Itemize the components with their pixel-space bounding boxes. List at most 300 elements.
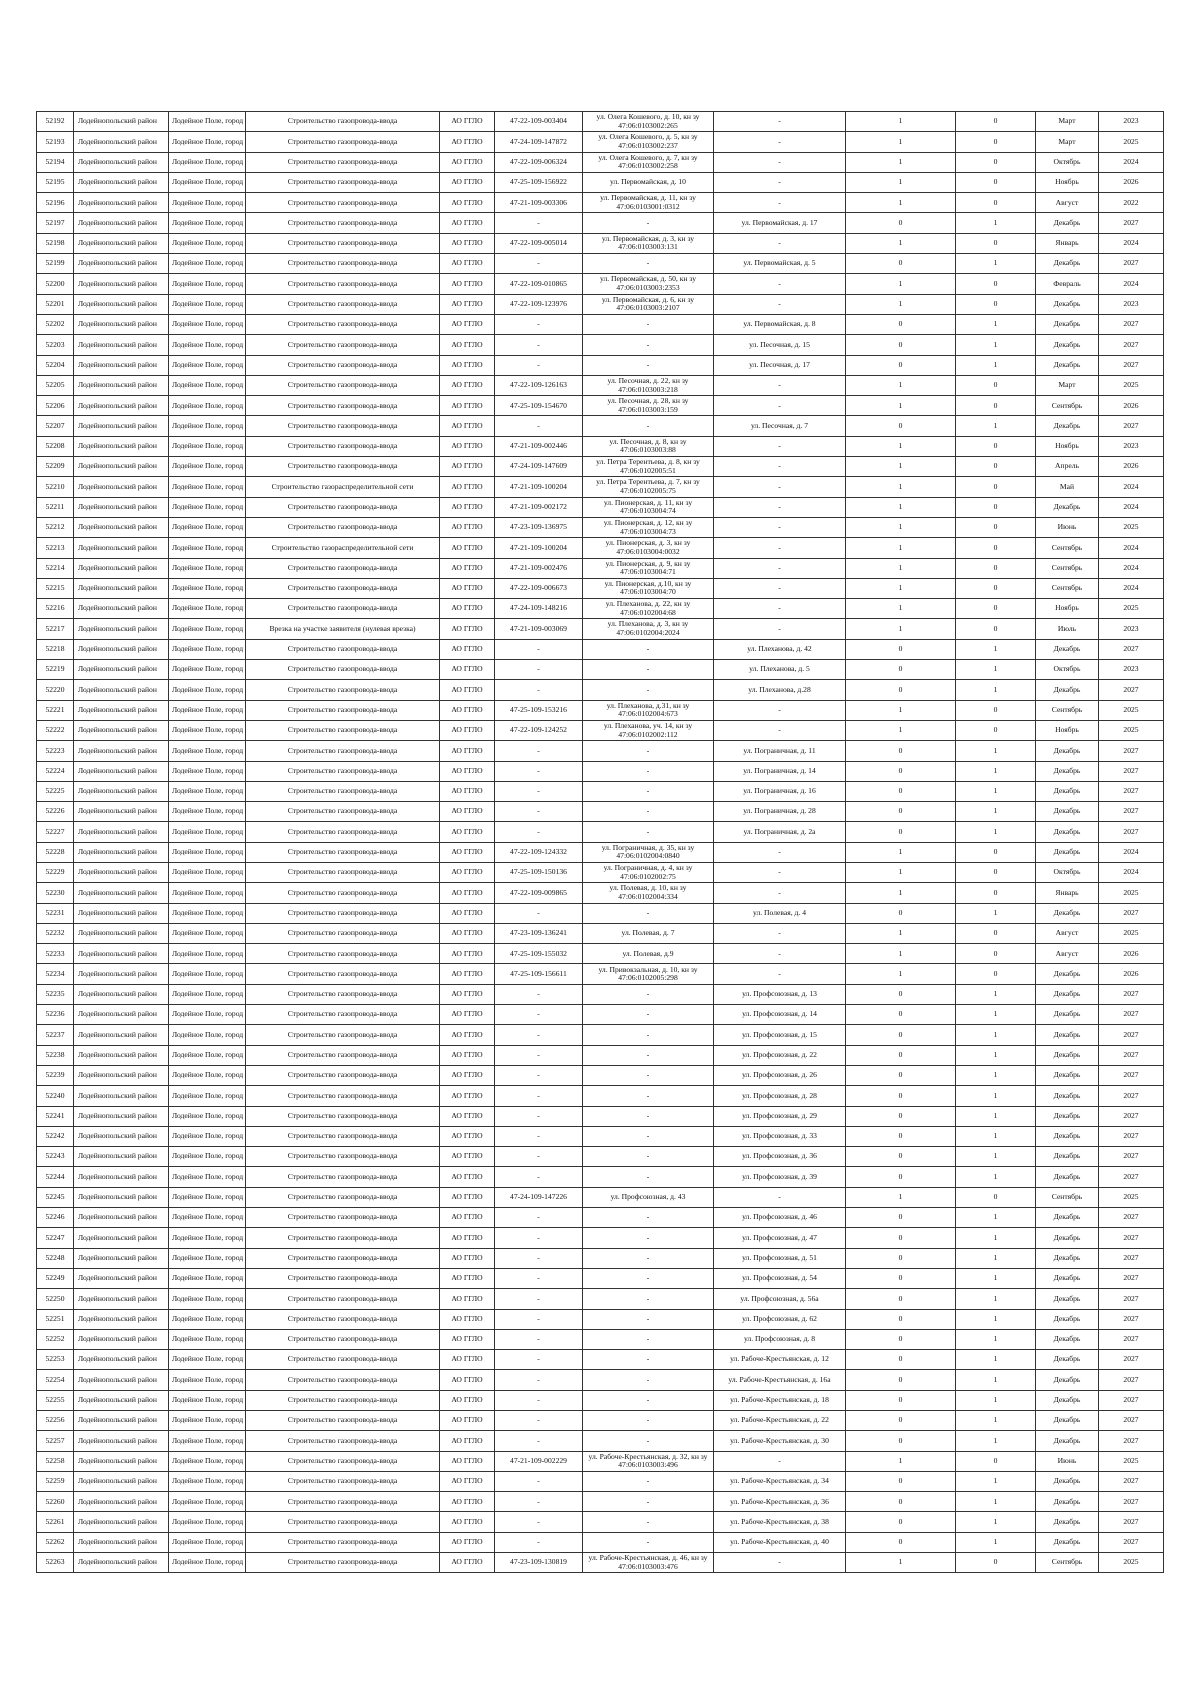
planned-count-cell: 1 bbox=[956, 1471, 1036, 1491]
table-row bbox=[37, 497, 1164, 517]
settlement-cell: Лодейное Поле, город bbox=[169, 477, 246, 497]
month-cell: Июнь bbox=[1036, 517, 1099, 537]
planned-count-cell: 0 bbox=[956, 233, 1036, 253]
planned-count-cell: 1 bbox=[956, 1431, 1036, 1451]
address-applied-cell: - bbox=[583, 1411, 714, 1431]
applied-count-cell: 0 bbox=[846, 1532, 956, 1552]
row-number-cell: 52245 bbox=[37, 1187, 74, 1207]
application-number-cell: 47-22-109-124332 bbox=[495, 842, 583, 862]
address-planned-cell: - bbox=[714, 538, 846, 558]
month-cell: Декабрь bbox=[1036, 984, 1099, 1004]
address-applied-cell: - bbox=[583, 761, 714, 781]
address-applied-cell: - bbox=[583, 984, 714, 1004]
year-cell: 2027 bbox=[1099, 1492, 1164, 1512]
application-number-cell: 47-24-109-147609 bbox=[495, 457, 583, 477]
organization-cell: АО ГГЛО bbox=[440, 355, 495, 375]
district-cell: Лодейнопольский район bbox=[74, 538, 169, 558]
gasification-schedule-table bbox=[36, 111, 1164, 1573]
application-number-cell: - bbox=[495, 1147, 583, 1167]
planned-count-cell: 0 bbox=[956, 152, 1036, 172]
table-row bbox=[37, 1309, 1164, 1329]
address-planned-cell: ул. Пограничная, д. 28 bbox=[714, 802, 846, 822]
settlement-cell: Лодейное Поле, город bbox=[169, 720, 246, 740]
district-cell: Лодейнопольский район bbox=[74, 1471, 169, 1491]
address-planned-cell: ул. Песочная, д. 17 bbox=[714, 355, 846, 375]
address-applied-cell: - bbox=[583, 1025, 714, 1045]
application-number-cell: - bbox=[495, 660, 583, 680]
applied-count-cell: 1 bbox=[846, 599, 956, 619]
row-number-cell: 52201 bbox=[37, 294, 74, 314]
address-applied-cell: ул. Первомайская, д. 6, кн зу 47:06:0103003:2107 bbox=[583, 294, 714, 314]
year-cell: 2027 bbox=[1099, 1309, 1164, 1329]
address-applied-cell: - bbox=[583, 639, 714, 659]
application-number-cell: 47-23-109-130819 bbox=[495, 1553, 583, 1573]
work-type-cell: Строительство газопровода-ввода bbox=[246, 1248, 440, 1268]
month-cell: Декабрь bbox=[1036, 1471, 1099, 1491]
address-applied-cell: - bbox=[583, 1289, 714, 1309]
table-row bbox=[37, 1005, 1164, 1025]
organization-cell: АО ГГЛО bbox=[440, 720, 495, 740]
month-cell: Декабрь bbox=[1036, 254, 1099, 274]
month-cell: Декабрь bbox=[1036, 355, 1099, 375]
year-cell: 2025 bbox=[1099, 1187, 1164, 1207]
organization-cell: АО ГГЛО bbox=[440, 1147, 495, 1167]
row-number-cell: 52233 bbox=[37, 944, 74, 964]
year-cell: 2027 bbox=[1099, 416, 1164, 436]
organization-cell: АО ГГЛО bbox=[440, 964, 495, 984]
row-number-cell: 52192 bbox=[37, 112, 74, 132]
year-cell: 2026 bbox=[1099, 944, 1164, 964]
settlement-cell: Лодейное Поле, город bbox=[169, 883, 246, 903]
settlement-cell: Лодейное Поле, город bbox=[169, 193, 246, 213]
row-number-cell: 52249 bbox=[37, 1268, 74, 1288]
work-type-cell: Строительство газопровода-ввода bbox=[246, 1228, 440, 1248]
applied-count-cell: 1 bbox=[846, 517, 956, 537]
address-applied-cell: ул. Полевая, д. 7 bbox=[583, 923, 714, 943]
year-cell: 2027 bbox=[1099, 781, 1164, 801]
applied-count-cell: 0 bbox=[846, 1126, 956, 1146]
address-planned-cell: ул. Профсоюзная, д. 39 bbox=[714, 1167, 846, 1187]
month-cell: Декабрь bbox=[1036, 1329, 1099, 1349]
year-cell: 2024 bbox=[1099, 152, 1164, 172]
month-cell: Декабрь bbox=[1036, 1268, 1099, 1288]
work-type-cell: Строительство газопровода-ввода bbox=[246, 416, 440, 436]
address-applied-cell: ул. Песочная, д. 22, кн зу 47:06:0103003:218 bbox=[583, 375, 714, 395]
row-number-cell: 52241 bbox=[37, 1106, 74, 1126]
settlement-cell: Лодейное Поле, город bbox=[169, 355, 246, 375]
year-cell: 2027 bbox=[1099, 1086, 1164, 1106]
address-planned-cell: ул. Рабоче-Крестьянская, д. 16а bbox=[714, 1370, 846, 1390]
application-number-cell: 47-23-109-136975 bbox=[495, 517, 583, 537]
year-cell: 2025 bbox=[1099, 883, 1164, 903]
address-planned-cell: - bbox=[714, 112, 846, 132]
year-cell: 2026 bbox=[1099, 457, 1164, 477]
work-type-cell: Строительство газопровода-ввода bbox=[246, 680, 440, 700]
settlement-cell: Лодейное Поле, город bbox=[169, 1289, 246, 1309]
address-planned-cell: ул. Профсоюзная, д. 28 bbox=[714, 1086, 846, 1106]
organization-cell: АО ГГЛО bbox=[440, 1187, 495, 1207]
address-planned-cell: ул. Профсоюзная, д. 36 bbox=[714, 1147, 846, 1167]
district-cell: Лодейнопольский район bbox=[74, 294, 169, 314]
address-planned-cell: ул. Профсоюзная, д. 29 bbox=[714, 1106, 846, 1126]
settlement-cell: Лодейное Поле, город bbox=[169, 1553, 246, 1573]
table-row bbox=[37, 1106, 1164, 1126]
table-row bbox=[37, 1411, 1164, 1431]
work-type-cell: Строительство газопровода-ввода bbox=[246, 1471, 440, 1491]
address-planned-cell: - bbox=[714, 619, 846, 639]
application-number-cell: 47-25-109-150136 bbox=[495, 862, 583, 882]
settlement-cell: Лодейное Поле, город bbox=[169, 517, 246, 537]
table-row bbox=[37, 1086, 1164, 1106]
work-type-cell: Строительство газопровода-ввода bbox=[246, 639, 440, 659]
settlement-cell: Лодейное Поле, город bbox=[169, 1532, 246, 1552]
year-cell: 2027 bbox=[1099, 1512, 1164, 1532]
organization-cell: АО ГГЛО bbox=[440, 517, 495, 537]
address-applied-cell: - bbox=[583, 314, 714, 334]
settlement-cell: Лодейное Поле, город bbox=[169, 233, 246, 253]
settlement-cell: Лодейное Поле, город bbox=[169, 172, 246, 192]
planned-count-cell: 0 bbox=[956, 944, 1036, 964]
table-row bbox=[37, 1268, 1164, 1288]
application-number-cell: - bbox=[495, 1512, 583, 1532]
planned-count-cell: 0 bbox=[956, 1553, 1036, 1573]
row-number-cell: 52227 bbox=[37, 822, 74, 842]
applied-count-cell: 1 bbox=[846, 700, 956, 720]
planned-count-cell: 0 bbox=[956, 193, 1036, 213]
applied-count-cell: 0 bbox=[846, 1411, 956, 1431]
address-applied-cell: ул. Петра Терентьева, д. 8, кн зу 47:06:0102005:51 bbox=[583, 457, 714, 477]
table-row bbox=[37, 1126, 1164, 1146]
organization-cell: АО ГГЛО bbox=[440, 1106, 495, 1126]
organization-cell: АО ГГЛО bbox=[440, 619, 495, 639]
row-number-cell: 52246 bbox=[37, 1208, 74, 1228]
district-cell: Лодейнопольский район bbox=[74, 172, 169, 192]
address-planned-cell: ул. Рабоче-Крестьянская, д. 38 bbox=[714, 1512, 846, 1532]
year-cell: 2027 bbox=[1099, 254, 1164, 274]
table-body bbox=[37, 112, 1164, 1573]
year-cell: 2027 bbox=[1099, 1289, 1164, 1309]
table-row bbox=[37, 599, 1164, 619]
district-cell: Лодейнопольский район bbox=[74, 375, 169, 395]
application-number-cell: 47-22-109-005014 bbox=[495, 233, 583, 253]
address-planned-cell: ул. Пограничная, д. 14 bbox=[714, 761, 846, 781]
year-cell: 2024 bbox=[1099, 578, 1164, 598]
work-type-cell: Строительство газопровода-ввода bbox=[246, 1268, 440, 1288]
settlement-cell: Лодейное Поле, город bbox=[169, 538, 246, 558]
settlement-cell: Лодейное Поле, город bbox=[169, 213, 246, 233]
address-planned-cell: - bbox=[714, 436, 846, 456]
table-row bbox=[37, 1471, 1164, 1491]
year-cell: 2027 bbox=[1099, 639, 1164, 659]
organization-cell: АО ГГЛО bbox=[440, 1329, 495, 1349]
planned-count-cell: 1 bbox=[956, 1370, 1036, 1390]
year-cell: 2025 bbox=[1099, 517, 1164, 537]
row-number-cell: 52217 bbox=[37, 619, 74, 639]
settlement-cell: Лодейное Поле, город bbox=[169, 1065, 246, 1085]
table-row bbox=[37, 944, 1164, 964]
organization-cell: АО ГГЛО bbox=[440, 761, 495, 781]
address-applied-cell: ул. Олега Кошевого, д. 10, кн зу 47:06:0103002:265 bbox=[583, 112, 714, 132]
year-cell: 2027 bbox=[1099, 1248, 1164, 1268]
application-number-cell: 47-21-109-002476 bbox=[495, 558, 583, 578]
address-applied-cell: ул. Первомайская, д. 10 bbox=[583, 172, 714, 192]
year-cell: 2027 bbox=[1099, 1532, 1164, 1552]
district-cell: Лодейнопольский район bbox=[74, 314, 169, 334]
address-planned-cell: - bbox=[714, 193, 846, 213]
address-planned-cell: - bbox=[714, 274, 846, 294]
organization-cell: АО ГГЛО bbox=[440, 558, 495, 578]
applied-count-cell: 1 bbox=[846, 396, 956, 416]
settlement-cell: Лодейное Поле, город bbox=[169, 822, 246, 842]
address-applied-cell: - bbox=[583, 1512, 714, 1532]
year-cell: 2023 bbox=[1099, 436, 1164, 456]
table-row bbox=[37, 1187, 1164, 1207]
work-type-cell: Строительство газораспределительной сети bbox=[246, 538, 440, 558]
address-applied-cell: - bbox=[583, 802, 714, 822]
table-row bbox=[37, 355, 1164, 375]
planned-count-cell: 1 bbox=[956, 984, 1036, 1004]
district-cell: Лодейнопольский район bbox=[74, 1106, 169, 1126]
application-number-cell: 47-25-109-153216 bbox=[495, 700, 583, 720]
settlement-cell: Лодейное Поле, город bbox=[169, 802, 246, 822]
row-number-cell: 52252 bbox=[37, 1329, 74, 1349]
applied-count-cell: 0 bbox=[846, 1268, 956, 1288]
work-type-cell: Строительство газопровода-ввода bbox=[246, 822, 440, 842]
district-cell: Лодейнопольский район bbox=[74, 517, 169, 537]
year-cell: 2027 bbox=[1099, 1106, 1164, 1126]
address-applied-cell: ул. Первомайская, д. 50, кн зу 47:06:0103003:2353 bbox=[583, 274, 714, 294]
address-planned-cell: ул. Пограничная, д. 11 bbox=[714, 741, 846, 761]
year-cell: 2022 bbox=[1099, 193, 1164, 213]
row-number-cell: 52202 bbox=[37, 314, 74, 334]
year-cell: 2023 bbox=[1099, 619, 1164, 639]
district-cell: Лодейнопольский район bbox=[74, 964, 169, 984]
month-cell: Октябрь bbox=[1036, 152, 1099, 172]
planned-count-cell: 1 bbox=[956, 1532, 1036, 1552]
planned-count-cell: 1 bbox=[956, 1045, 1036, 1065]
application-number-cell: - bbox=[495, 741, 583, 761]
month-cell: Декабрь bbox=[1036, 1289, 1099, 1309]
district-cell: Лодейнопольский район bbox=[74, 254, 169, 274]
year-cell: 2025 bbox=[1099, 720, 1164, 740]
planned-count-cell: 0 bbox=[956, 599, 1036, 619]
applied-count-cell: 0 bbox=[846, 1492, 956, 1512]
address-applied-cell: - bbox=[583, 355, 714, 375]
planned-count-cell: 0 bbox=[956, 720, 1036, 740]
application-number-cell: - bbox=[495, 1492, 583, 1512]
planned-count-cell: 1 bbox=[956, 1025, 1036, 1045]
applied-count-cell: 0 bbox=[846, 639, 956, 659]
applied-count-cell: 0 bbox=[846, 1045, 956, 1065]
organization-cell: АО ГГЛО bbox=[440, 1228, 495, 1248]
year-cell: 2027 bbox=[1099, 1065, 1164, 1085]
address-planned-cell: - bbox=[714, 1187, 846, 1207]
work-type-cell: Строительство газопровода-ввода bbox=[246, 720, 440, 740]
application-number-cell: - bbox=[495, 1248, 583, 1268]
year-cell: 2023 bbox=[1099, 660, 1164, 680]
address-applied-cell: - bbox=[583, 1370, 714, 1390]
table-row bbox=[37, 964, 1164, 984]
work-type-cell: Строительство газопровода-ввода bbox=[246, 1106, 440, 1126]
applied-count-cell: 0 bbox=[846, 1390, 956, 1410]
year-cell: 2027 bbox=[1099, 1431, 1164, 1451]
table-row bbox=[37, 984, 1164, 1004]
settlement-cell: Лодейное Поле, город bbox=[169, 619, 246, 639]
settlement-cell: Лодейное Поле, город bbox=[169, 1268, 246, 1288]
work-type-cell: Строительство газопровода-ввода bbox=[246, 396, 440, 416]
address-applied-cell: - bbox=[583, 781, 714, 801]
address-applied-cell: - bbox=[583, 1329, 714, 1349]
address-applied-cell: - bbox=[583, 1147, 714, 1167]
applied-count-cell: 1 bbox=[846, 883, 956, 903]
work-type-cell: Строительство газопровода-ввода bbox=[246, 1431, 440, 1451]
district-cell: Лодейнопольский район bbox=[74, 1086, 169, 1106]
applied-count-cell: 1 bbox=[846, 375, 956, 395]
planned-count-cell: 0 bbox=[956, 436, 1036, 456]
month-cell: Декабрь bbox=[1036, 1005, 1099, 1025]
work-type-cell: Строительство газопровода-ввода bbox=[246, 132, 440, 152]
row-number-cell: 52230 bbox=[37, 883, 74, 903]
work-type-cell: Строительство газопровода-ввода bbox=[246, 152, 440, 172]
address-planned-cell: - bbox=[714, 497, 846, 517]
address-planned-cell: - bbox=[714, 964, 846, 984]
year-cell: 2027 bbox=[1099, 1045, 1164, 1065]
organization-cell: АО ГГЛО bbox=[440, 984, 495, 1004]
month-cell: Декабрь bbox=[1036, 314, 1099, 334]
month-cell: Ноябрь bbox=[1036, 720, 1099, 740]
address-applied-cell: ул. Плеханова, д. 22, кн зу 47:06:0102004:68 bbox=[583, 599, 714, 619]
work-type-cell: Строительство газопровода-ввода bbox=[246, 1289, 440, 1309]
organization-cell: АО ГГЛО bbox=[440, 1431, 495, 1451]
district-cell: Лодейнопольский район bbox=[74, 497, 169, 517]
district-cell: Лодейнопольский район bbox=[74, 152, 169, 172]
applied-count-cell: 1 bbox=[846, 274, 956, 294]
table-row bbox=[37, 517, 1164, 537]
month-cell: Декабрь bbox=[1036, 822, 1099, 842]
applied-count-cell: 1 bbox=[846, 233, 956, 253]
settlement-cell: Лодейное Поле, город bbox=[169, 416, 246, 436]
work-type-cell: Строительство газопровода-ввода bbox=[246, 172, 440, 192]
district-cell: Лодейнопольский район bbox=[74, 1390, 169, 1410]
address-planned-cell: ул. Рабоче-Крестьянская, д. 40 bbox=[714, 1532, 846, 1552]
row-number-cell: 52239 bbox=[37, 1065, 74, 1085]
table-row bbox=[37, 822, 1164, 842]
applied-count-cell: 1 bbox=[846, 497, 956, 517]
month-cell: Октябрь bbox=[1036, 660, 1099, 680]
settlement-cell: Лодейное Поле, город bbox=[169, 1350, 246, 1370]
district-cell: Лодейнопольский район bbox=[74, 1532, 169, 1552]
district-cell: Лодейнопольский район bbox=[74, 639, 169, 659]
planned-count-cell: 1 bbox=[956, 822, 1036, 842]
month-cell: Декабрь bbox=[1036, 1106, 1099, 1126]
address-applied-cell: ул. Рабоче-Крестьянская, д. 32, кн зу 47:06:0103003:496 bbox=[583, 1451, 714, 1471]
district-cell: Лодейнопольский район bbox=[74, 781, 169, 801]
district-cell: Лодейнопольский район bbox=[74, 802, 169, 822]
work-type-cell: Строительство газопровода-ввода bbox=[246, 375, 440, 395]
month-cell: Ноябрь bbox=[1036, 599, 1099, 619]
applied-count-cell: 0 bbox=[846, 903, 956, 923]
settlement-cell: Лодейное Поле, город bbox=[169, 639, 246, 659]
planned-count-cell: 1 bbox=[956, 741, 1036, 761]
table-row bbox=[37, 1147, 1164, 1167]
table-row bbox=[37, 477, 1164, 497]
address-planned-cell: - bbox=[714, 152, 846, 172]
year-cell: 2027 bbox=[1099, 1167, 1164, 1187]
settlement-cell: Лодейное Поле, город bbox=[169, 1045, 246, 1065]
settlement-cell: Лодейное Поле, город bbox=[169, 1228, 246, 1248]
work-type-cell: Строительство газопровода-ввода bbox=[246, 355, 440, 375]
row-number-cell: 52198 bbox=[37, 233, 74, 253]
row-number-cell: 52226 bbox=[37, 802, 74, 822]
planned-count-cell: 0 bbox=[956, 1451, 1036, 1471]
application-number-cell: - bbox=[495, 1045, 583, 1065]
work-type-cell: Строительство газопровода-ввода bbox=[246, 1492, 440, 1512]
address-applied-cell: ул. Пионерская, д.10, кн зу 47:06:0103004:70 bbox=[583, 578, 714, 598]
work-type-cell: Строительство газопровода-ввода bbox=[246, 254, 440, 274]
month-cell: Март bbox=[1036, 112, 1099, 132]
month-cell: Август bbox=[1036, 193, 1099, 213]
applied-count-cell: 1 bbox=[846, 619, 956, 639]
application-number-cell: - bbox=[495, 1126, 583, 1146]
applied-count-cell: 0 bbox=[846, 213, 956, 233]
organization-cell: АО ГГЛО bbox=[440, 1126, 495, 1146]
month-cell: Декабрь bbox=[1036, 1086, 1099, 1106]
organization-cell: АО ГГЛО bbox=[440, 1248, 495, 1268]
district-cell: Лодейнопольский район bbox=[74, 457, 169, 477]
district-cell: Лодейнопольский район bbox=[74, 233, 169, 253]
row-number-cell: 52256 bbox=[37, 1411, 74, 1431]
row-number-cell: 52216 bbox=[37, 599, 74, 619]
table-row bbox=[37, 172, 1164, 192]
month-cell: Декабрь bbox=[1036, 1147, 1099, 1167]
month-cell: Декабрь bbox=[1036, 1431, 1099, 1451]
row-number-cell: 52225 bbox=[37, 781, 74, 801]
address-planned-cell: - bbox=[714, 558, 846, 578]
applied-count-cell: 0 bbox=[846, 416, 956, 436]
applied-count-cell: 1 bbox=[846, 152, 956, 172]
table-row bbox=[37, 193, 1164, 213]
planned-count-cell: 1 bbox=[956, 1390, 1036, 1410]
address-planned-cell: - bbox=[714, 132, 846, 152]
application-number-cell: 47-22-109-126163 bbox=[495, 375, 583, 395]
month-cell: Декабрь bbox=[1036, 639, 1099, 659]
address-planned-cell: - bbox=[714, 457, 846, 477]
address-planned-cell: - bbox=[714, 294, 846, 314]
work-type-cell: Строительство газопровода-ввода bbox=[246, 923, 440, 943]
year-cell: 2025 bbox=[1099, 599, 1164, 619]
planned-count-cell: 0 bbox=[956, 274, 1036, 294]
year-cell: 2027 bbox=[1099, 335, 1164, 355]
work-type-cell: Строительство газопровода-ввода bbox=[246, 903, 440, 923]
year-cell: 2027 bbox=[1099, 1025, 1164, 1045]
planned-count-cell: 1 bbox=[956, 1005, 1036, 1025]
planned-count-cell: 1 bbox=[956, 1492, 1036, 1512]
application-number-cell: 47-21-109-003069 bbox=[495, 619, 583, 639]
month-cell: Январь bbox=[1036, 883, 1099, 903]
year-cell: 2025 bbox=[1099, 1553, 1164, 1573]
application-number-cell: 47-21-109-002446 bbox=[495, 436, 583, 456]
address-planned-cell: ул. Первомайская, д. 8 bbox=[714, 314, 846, 334]
settlement-cell: Лодейное Поле, город bbox=[169, 152, 246, 172]
application-number-cell: - bbox=[495, 314, 583, 334]
planned-count-cell: 1 bbox=[956, 213, 1036, 233]
organization-cell: АО ГГЛО bbox=[440, 660, 495, 680]
month-cell: Декабрь bbox=[1036, 497, 1099, 517]
work-type-cell: Строительство газопровода-ввода bbox=[246, 1553, 440, 1573]
row-number-cell: 52196 bbox=[37, 193, 74, 213]
row-number-cell: 52258 bbox=[37, 1451, 74, 1471]
year-cell: 2027 bbox=[1099, 1390, 1164, 1410]
